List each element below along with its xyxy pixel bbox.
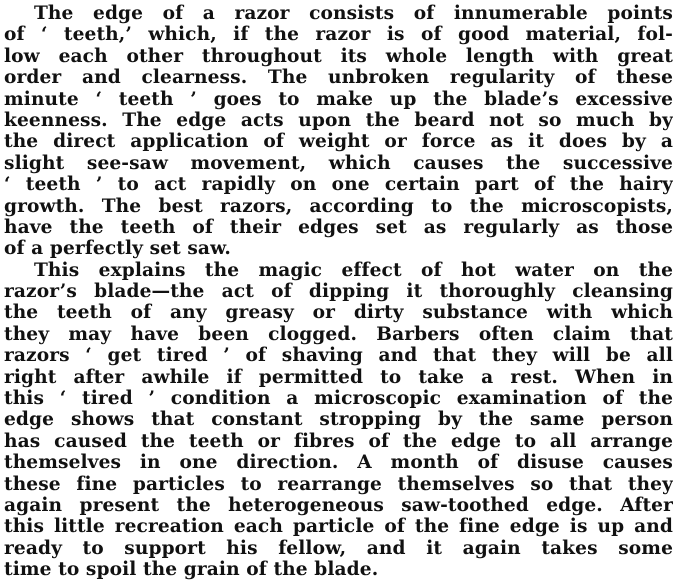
- text-line: this little recreation each particle of the fine edge is up and: [4, 516, 673, 538]
- paragraph-1: [4, 3, 673, 260]
- text-line: razors ‘ get tired ’ of shaving and that they will be all: [4, 345, 673, 367]
- text-line: minute ‘ teeth ’ goes to make up the blade’s excessive: [4, 88, 673, 110]
- text-line: themselves in one direction. A month of disuse causes: [4, 452, 673, 474]
- text-line: slight see-saw movement, which causes the successive: [4, 152, 673, 174]
- text-line: growth. The best razors, according to the microscopists,: [4, 195, 673, 217]
- text-line: edge shows that constant stropping by the same person: [4, 409, 673, 431]
- text-line: this ‘ tired ’ condition a microscopic examination of the: [4, 388, 673, 410]
- text-line: razor’s blade—the act of dipping it thoroughly cleansing: [4, 281, 673, 303]
- text-line: have the teeth of their edges set as regularly as those: [4, 216, 673, 238]
- text-line: right after awhile if permitted to take a rest. When in: [4, 366, 673, 388]
- paragraph-2: [4, 260, 673, 581]
- text-line: low each other throughout its whole length with great: [4, 45, 673, 67]
- text-line: they may have been clogged. Barbers often claim that: [4, 323, 673, 345]
- text-line: the teeth of any greasy or dirty substance with which: [4, 302, 673, 324]
- text-line: of ‘ teeth,’ which, if the razor is of good material, fol-: [4, 24, 673, 46]
- text-line: has caused the teeth or fibres of the edge to all arrange: [4, 430, 673, 452]
- article-body: [4, 3, 673, 581]
- text-line: these fine particles to rearrange themselves so that they: [4, 473, 673, 495]
- text-line: ready to support his fellow, and it again takes some: [4, 537, 673, 559]
- text-line: time to spoil the grain of the blade.: [4, 559, 379, 581]
- text-line: keenness. The edge acts upon the beard not so much by: [4, 109, 673, 131]
- text-line: ‘ teeth ’ to act rapidly on one certain part of the hairy: [4, 174, 673, 196]
- text-line: again present the heterogeneous saw-toothed edge. After: [4, 494, 673, 516]
- text-line: The edge of a razor consists of innumerable points: [34, 3, 673, 24]
- text-line: the direct application of weight or force as it does by a: [4, 131, 673, 153]
- text-line: of a perfectly set saw.: [4, 238, 231, 260]
- text-line: order and clearness. The unbroken regularity of these: [4, 67, 673, 89]
- text-line: This explains the magic effect of hot water on the: [34, 259, 673, 281]
